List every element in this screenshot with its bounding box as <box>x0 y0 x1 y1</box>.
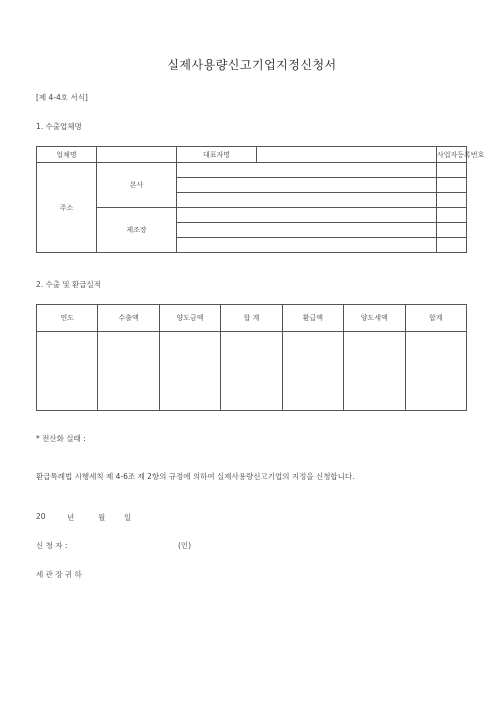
cell-transfer-amount[interactable] <box>159 332 220 411</box>
hq-extra-2[interactable] <box>437 178 467 193</box>
date-month-unit: 월 <box>98 513 106 522</box>
factory-extra-3[interactable] <box>437 238 467 253</box>
hq-extra-1[interactable] <box>437 163 467 178</box>
hq-line-1[interactable] <box>177 163 437 178</box>
computerization-status: * 전산화 실태 : <box>36 434 86 443</box>
cell-total[interactable] <box>405 332 466 411</box>
cell-year[interactable] <box>37 332 98 411</box>
factory-extra-2[interactable] <box>437 223 467 238</box>
col-transfer-amount: 양도금액 <box>159 305 220 332</box>
rep-label: 대표자명 <box>177 147 257 163</box>
date-year: 20 <box>36 512 46 521</box>
factory-line-1[interactable] <box>177 208 437 223</box>
form-title: 실제사용량신고기업지정신청서 <box>167 58 337 72</box>
seal-mark: (인) <box>178 541 192 550</box>
company-value[interactable] <box>97 147 177 163</box>
cell-transfer-tax[interactable] <box>344 332 405 411</box>
col-year: 연도 <box>37 305 98 332</box>
date-year-unit: 년 <box>67 513 75 522</box>
hq-extra-3[interactable] <box>437 193 467 208</box>
cell-subtotal[interactable] <box>221 332 282 411</box>
factory-line-2[interactable] <box>177 223 437 238</box>
section1-heading: 1. 수출업체명 <box>36 122 82 131</box>
addressee: 세 관 장 귀 하 <box>36 570 82 579</box>
col-subtotal: 합 계 <box>221 305 282 332</box>
export-refund-table <box>36 304 467 411</box>
col-total: 합계 <box>405 305 466 332</box>
factory-extra-1[interactable] <box>437 208 467 223</box>
applicant-label: 신 청 자 : <box>36 541 68 550</box>
date-day-unit: 일 <box>124 513 132 522</box>
address-label: 주소 <box>37 163 97 253</box>
hq-line-2[interactable] <box>177 178 437 193</box>
hq-label: 본사 <box>97 163 177 208</box>
cell-refund-amount[interactable] <box>282 332 343 411</box>
company-label: 업체명 <box>37 147 97 163</box>
col-transfer-tax: 양도세액 <box>344 305 405 332</box>
rep-value[interactable] <box>257 147 437 163</box>
form-number: [제 4-4호 서식] <box>36 93 88 102</box>
factory-label: 제조장 <box>97 208 177 253</box>
section2-heading: 2. 수출 및 환급실적 <box>36 280 102 289</box>
application-statement: 환급특례법 시행세칙 제 4-6조 제 2항의 규정에 의하여 실제사용량신고기업의 지정을 신청합니다. <box>36 472 355 481</box>
col-refund-amount: 환급액 <box>282 305 343 332</box>
bizno-label: 사업자등록번호 <box>437 147 467 163</box>
hq-line-3[interactable] <box>177 193 437 208</box>
col-export-amount: 수출액 <box>98 305 159 332</box>
company-info-table <box>36 146 485 253</box>
cell-export-amount[interactable] <box>98 332 159 411</box>
factory-line-3[interactable] <box>177 238 437 253</box>
